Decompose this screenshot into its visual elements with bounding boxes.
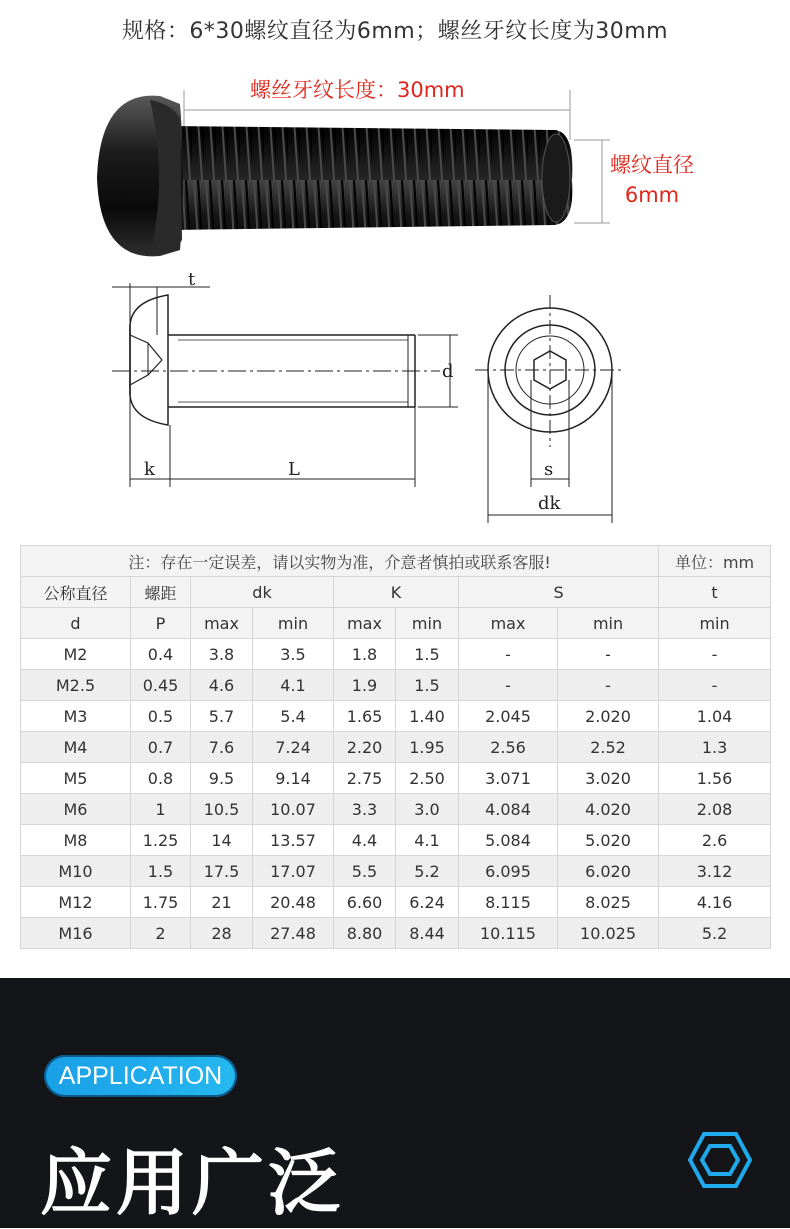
table-cell: - xyxy=(459,639,558,670)
table-cell: - xyxy=(558,670,659,701)
table-cell: M12 xyxy=(21,887,131,918)
table-cell: 8.80 xyxy=(334,918,396,949)
table-cell: 2.20 xyxy=(334,732,396,763)
table-note: 注：存在一定误差，请以实物为准，介意者慎拍或联系客服! xyxy=(21,546,659,577)
technical-drawing xyxy=(0,265,790,535)
table-cell: 6.24 xyxy=(396,887,459,918)
table-cell: 2.045 xyxy=(459,701,558,732)
table-cell: 1.5 xyxy=(396,670,459,701)
table-cell: 8.44 xyxy=(396,918,459,949)
table-cell: 5.2 xyxy=(396,856,459,887)
table-cell: 1.65 xyxy=(334,701,396,732)
table-cell: - xyxy=(459,670,558,701)
table-cell: 2.020 xyxy=(558,701,659,732)
table-cell: 6.095 xyxy=(459,856,558,887)
table-cell: M2 xyxy=(21,639,131,670)
subheader-cell: min xyxy=(396,608,459,639)
table-cell: 1.8 xyxy=(334,639,396,670)
table-cell: 13.57 xyxy=(253,825,334,856)
table-cell: 5.020 xyxy=(558,825,659,856)
table-cell: 17.5 xyxy=(191,856,253,887)
table-cell: 0.4 xyxy=(131,639,191,670)
table-row xyxy=(21,856,771,887)
table-cell: 1.25 xyxy=(131,825,191,856)
application-badge: APPLICATION xyxy=(44,1055,237,1097)
table-cell: M6 xyxy=(21,794,131,825)
table-cell: 2.75 xyxy=(334,763,396,794)
dim-k-label: k xyxy=(144,459,155,480)
col-header-p: 螺距 xyxy=(131,577,191,608)
table-cell: 3.020 xyxy=(558,763,659,794)
application-title: 应用广泛 xyxy=(40,1141,345,1225)
table-cell: 10.5 xyxy=(191,794,253,825)
table-row xyxy=(21,794,771,825)
table-cell: 14 xyxy=(191,825,253,856)
dim-t-label: t xyxy=(188,269,196,290)
table-cell: 4.1 xyxy=(253,670,334,701)
table-cell: 1 xyxy=(131,794,191,825)
table-cell: 1.9 xyxy=(334,670,396,701)
table-cell: 1.56 xyxy=(659,763,771,794)
dim-s-label: s xyxy=(544,459,554,480)
table-cell: 1.5 xyxy=(131,856,191,887)
table-cell: 0.8 xyxy=(131,763,191,794)
thread-diameter-label xyxy=(602,150,702,210)
table-cell: 5.084 xyxy=(459,825,558,856)
table-cell: 4.084 xyxy=(459,794,558,825)
table-cell: M10 xyxy=(21,856,131,887)
table-cell: 27.48 xyxy=(253,918,334,949)
table-cell: 9.5 xyxy=(191,763,253,794)
subheader-cell: max xyxy=(459,608,558,639)
subheader-cell: max xyxy=(334,608,396,639)
table-row xyxy=(21,670,771,701)
table-cell: 9.14 xyxy=(253,763,334,794)
table-cell: 17.07 xyxy=(253,856,334,887)
table-cell: - xyxy=(659,670,771,701)
dim-d-label: d xyxy=(442,361,454,382)
table-cell: 1.5 xyxy=(396,639,459,670)
table-cell: 3.12 xyxy=(659,856,771,887)
table-cell: M8 xyxy=(21,825,131,856)
table-cell: 2.08 xyxy=(659,794,771,825)
table-cell: 0.5 xyxy=(131,701,191,732)
table-cell: 3.0 xyxy=(396,794,459,825)
table-cell: 3.5 xyxy=(253,639,334,670)
col-header-k: K xyxy=(334,577,459,608)
table-cell: 2.52 xyxy=(558,732,659,763)
table-cell: 2.6 xyxy=(659,825,771,856)
thread-length-label: 螺丝牙纹长度：30mm xyxy=(250,78,465,102)
table-cell: 7.6 xyxy=(191,732,253,763)
hexagon-icon xyxy=(688,1130,752,1194)
table-cell: 1.3 xyxy=(659,732,771,763)
table-note-row xyxy=(21,546,771,577)
dim-L-label: L xyxy=(288,459,300,480)
table-cell: 3.3 xyxy=(334,794,396,825)
table-cell: M2.5 xyxy=(21,670,131,701)
dim-dk-label: dk xyxy=(538,493,561,514)
subheader-cell: min xyxy=(659,608,771,639)
table-row xyxy=(21,825,771,856)
table-cell: 8.025 xyxy=(558,887,659,918)
table-cell: 4.6 xyxy=(191,670,253,701)
table-cell: 0.45 xyxy=(131,670,191,701)
col-header-dk: dk xyxy=(191,577,334,608)
subheader-cell: min xyxy=(558,608,659,639)
table-cell: 28 xyxy=(191,918,253,949)
table-cell: 10.025 xyxy=(558,918,659,949)
table-cell: 4.1 xyxy=(396,825,459,856)
table-cell: 2 xyxy=(131,918,191,949)
thread-diameter-label-line2: 6mm xyxy=(624,183,680,207)
col-header-t: t xyxy=(659,577,771,608)
table-row xyxy=(21,887,771,918)
table-row xyxy=(21,918,771,949)
table-cell: M16 xyxy=(21,918,131,949)
table-cell: - xyxy=(659,639,771,670)
subheader-cell: d xyxy=(21,608,131,639)
table-cell: 5.7 xyxy=(191,701,253,732)
table-cell: 10.115 xyxy=(459,918,558,949)
table-subheader-row xyxy=(21,608,771,639)
table-cell: 2.50 xyxy=(396,763,459,794)
table-row xyxy=(21,701,771,732)
spec-table xyxy=(20,545,771,949)
table-cell: 2.56 xyxy=(459,732,558,763)
table-cell: M3 xyxy=(21,701,131,732)
spec-title: 规格：6*30螺纹直径为6mm；螺丝牙纹长度为30mm xyxy=(121,19,669,44)
table-cell: 5.5 xyxy=(334,856,396,887)
table-cell: M5 xyxy=(21,763,131,794)
table-cell: 6.60 xyxy=(334,887,396,918)
table-cell: 4.020 xyxy=(558,794,659,825)
table-cell: 3.071 xyxy=(459,763,558,794)
table-cell: 1.95 xyxy=(396,732,459,763)
subheader-cell: max xyxy=(191,608,253,639)
subheader-cell: min xyxy=(253,608,334,639)
table-row xyxy=(21,639,771,670)
table-cell: - xyxy=(558,639,659,670)
table-cell: 8.115 xyxy=(459,887,558,918)
table-row xyxy=(21,763,771,794)
table-cell: 10.07 xyxy=(253,794,334,825)
col-header-d: 公称直径 xyxy=(21,577,131,608)
table-header-row xyxy=(21,577,771,608)
table-cell: 4.16 xyxy=(659,887,771,918)
table-cell: 5.4 xyxy=(253,701,334,732)
table-cell: M4 xyxy=(21,732,131,763)
table-cell: 6.020 xyxy=(558,856,659,887)
table-cell: 1.75 xyxy=(131,887,191,918)
table-cell: 3.8 xyxy=(191,639,253,670)
table-cell: 7.24 xyxy=(253,732,334,763)
col-header-s: S xyxy=(459,577,659,608)
table-unit: 单位：mm xyxy=(659,546,771,577)
table-cell: 5.2 xyxy=(659,918,771,949)
table-row xyxy=(21,732,771,763)
table-cell: 0.7 xyxy=(131,732,191,763)
table-cell: 21 xyxy=(191,887,253,918)
table-cell: 1.04 xyxy=(659,701,771,732)
table-cell: 20.48 xyxy=(253,887,334,918)
table-cell: 1.40 xyxy=(396,701,459,732)
thread-diameter-label-line1: 螺纹直径 xyxy=(610,153,694,177)
subheader-cell: P xyxy=(131,608,191,639)
table-cell: 4.4 xyxy=(334,825,396,856)
